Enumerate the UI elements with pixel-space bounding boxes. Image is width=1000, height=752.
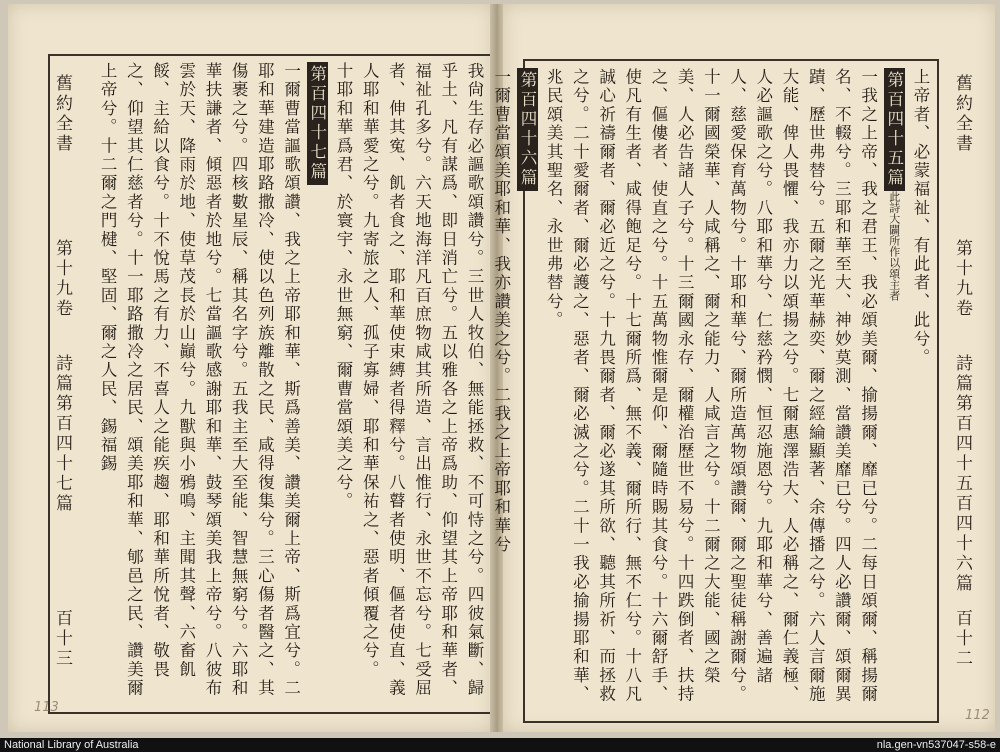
left-volume: 第十九卷 xyxy=(52,239,72,319)
footer-library-name: National Library of Australia xyxy=(4,739,139,751)
left-body-text xyxy=(57,62,487,702)
left-paragraph: 十耶和華爲君、於寰宇、永世無窮、爾曹當頌美之兮。 xyxy=(333,62,353,511)
left-page-number: 百十三 xyxy=(52,609,72,669)
right-paragraph: 一爾曹當頌美耶和華、我亦讚美之兮。二我之上帝耶和華兮 xyxy=(491,68,511,555)
library-footer xyxy=(0,738,1000,752)
left-paragraph: 我尙生存必謳歌頌讚兮。三世人牧伯、無能拯救、不可恃之兮。四彼氣斷、歸乎土、凡有謀爲、即日消亡兮。五以雅各之上帝爲助、仰望其上帝耶和華者、福祉孔多兮。六天地海洋凡百庶物咸其所造、言出惟行、永世不忘兮。七受屈者、伸其寃、飢者食之、耶和華使束縛者得釋兮。八瞽者使明、傴者使直、義人耶和華愛之兮。九寄旅之人、孤子寡婦、耶和華保祐之、惡者傾覆之兮。 xyxy=(360,62,484,698)
left-psalm-title: 詩篇第百四十七篇 xyxy=(52,354,72,514)
right-section-heading-2: 第百四十六篇 xyxy=(517,68,538,191)
left-book-title: 舊約全書 xyxy=(52,74,72,154)
footer-identifier: nla.gen-vn537047-s58-e xyxy=(876,739,996,751)
right-section-heading: 第百四十五篇 xyxy=(884,68,905,191)
right-body-text xyxy=(491,68,933,714)
right-heading-note: 此詩大闢所作以頌主者 xyxy=(887,191,901,301)
right-book-title: 舊約全書 xyxy=(952,74,972,154)
right-page xyxy=(491,4,995,732)
left-handwritten-folio: 113 xyxy=(34,700,59,715)
right-volume: 第十九卷 xyxy=(952,239,972,319)
left-paragraph: 一爾曹當謳歌頌讚、我之上帝耶和華、斯爲善美、讚美爾上帝、斯爲宜兮。二耶和華建造耶路撒冷、使以色列族離散之民、咸得復集兮。三心傷者醫之、其傷裹之兮。四核數星辰、稱其名字兮。五我主至大至能、智慧無窮兮。六耶和華扶謙者、傾惡者於地兮。七當謳歌感謝耶和華、鼓琴頌美我上帝兮。八彼布雲於天、降雨於地、使草茂長於山巓兮。九獸與小鴉鳴、主聞其聲、六畜飢餒、主給以食兮。十不悅馬之有力、不喜人之能疾趨、耶和華所悅者、敬畏之、仰望其仁慈者兮。十一耶路撒冷之居民、頌美耶和華、郇邑之民、讚美爾上帝兮。十二爾之門楗、堅固、爾之人民、錫福錫 xyxy=(98,62,301,698)
right-paragraph: 一我之上帝、我之君王、我必頌美爾、揄揚爾、靡已兮。二每日頌爾、稱揚爾名、不輟兮。三耶和華至大、神妙莫測、當讚美靡已兮。四人必讚爾、頌爾異蹟、歷世弗替兮。五爾之光華赫奕、爾之經綸顯著、余傳播之兮。六人言爾施大能、俾人畏懼、我亦力以頌揚之兮。七爾惠澤浩大、人必稱之、爾仁義極、人必謳歌之兮。八耶和華兮、仁慈矜憫、恒忍施恩兮。九耶和華兮、善遍諸人、慈愛保育萬物兮。十耶和華兮、爾所造萬物頌讚爾、爾之聖徒稱謝爾兮。十一爾國榮華、人咸稱之、爾之能力、人咸言之兮。十二爾之大能、國之榮美、人必告諸人子兮。十三爾國永存、爾權治歷世不易兮。十四跌倒者、扶持之、傴僂者、使直之兮。十五萬物惟爾是仰、爾隨時賜其食兮。十六爾舒手、使凡有生者、咸得飽足兮。十七爾所爲、無不義、爾所行、無不仁兮。十八凡誠心祈禱爾者、爾必近之兮。十九畏爾者、爾必遂其所欲、聽其所祈、而拯救之兮。二十愛爾者、爾必護之、惡者、爾必滅之兮。二十一我必揄揚耶和華、兆民頌美其聖名、永世弗替兮。 xyxy=(544,68,878,704)
right-paragraph: 上帝者、必蒙福祉、有此者、此兮。 xyxy=(911,68,930,368)
right-handwritten-folio: 112 xyxy=(965,708,990,723)
left-section-heading: 第百四十七篇 xyxy=(307,62,328,185)
right-page-number: 百十二 xyxy=(952,609,972,669)
right-psalm-title: 詩篇第百四十五百四十六篇 xyxy=(952,354,972,594)
left-page xyxy=(8,4,493,732)
